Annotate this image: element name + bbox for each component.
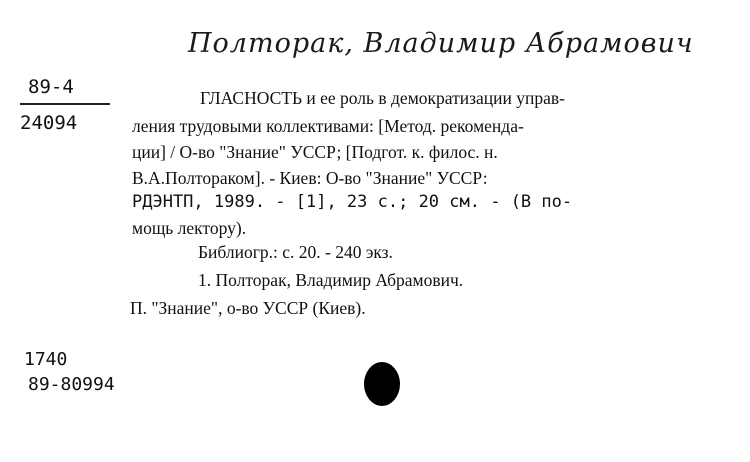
subject-entry-2: П. "Знание", о-во УССР (Киев). bbox=[130, 298, 366, 318]
subject-entry-1: 1. Полторак, Владимир Абрамович. bbox=[198, 270, 464, 290]
shelfmark-divider bbox=[20, 103, 110, 105]
description-line-4: В.А.Полтораком]. - Киев: О-во "Знание" УССР: bbox=[132, 168, 488, 188]
handwritten-author-heading: Полторак, Владимир Абрамович bbox=[188, 28, 694, 59]
shelfmark-bottom: 24094 bbox=[20, 112, 78, 134]
bottom-code-2: 89-80994 bbox=[28, 374, 115, 395]
description-line-2: ления трудовыми коллективами: [Метод. рекоменда- bbox=[132, 116, 524, 136]
shelfmark-top: 89-4 bbox=[28, 76, 74, 98]
description-line-5: РДЭНТП, 1989. - [1], 23 с.; 20 см. - (В по- bbox=[132, 192, 573, 212]
bottom-code-1: 1740 bbox=[24, 349, 68, 370]
description-line-6: мощь лектору). bbox=[132, 218, 247, 238]
bibliography-note: Библиогр.: с. 20. - 240 экз. bbox=[198, 242, 393, 262]
punch-hole bbox=[364, 362, 400, 406]
description-line-1: ГЛАСНОСТЬ и ее роль в демократизации управ- bbox=[200, 88, 565, 108]
description-line-3: ции] / О-во "Знание" УССР; [Подгот. к. филос. н. bbox=[132, 142, 498, 162]
